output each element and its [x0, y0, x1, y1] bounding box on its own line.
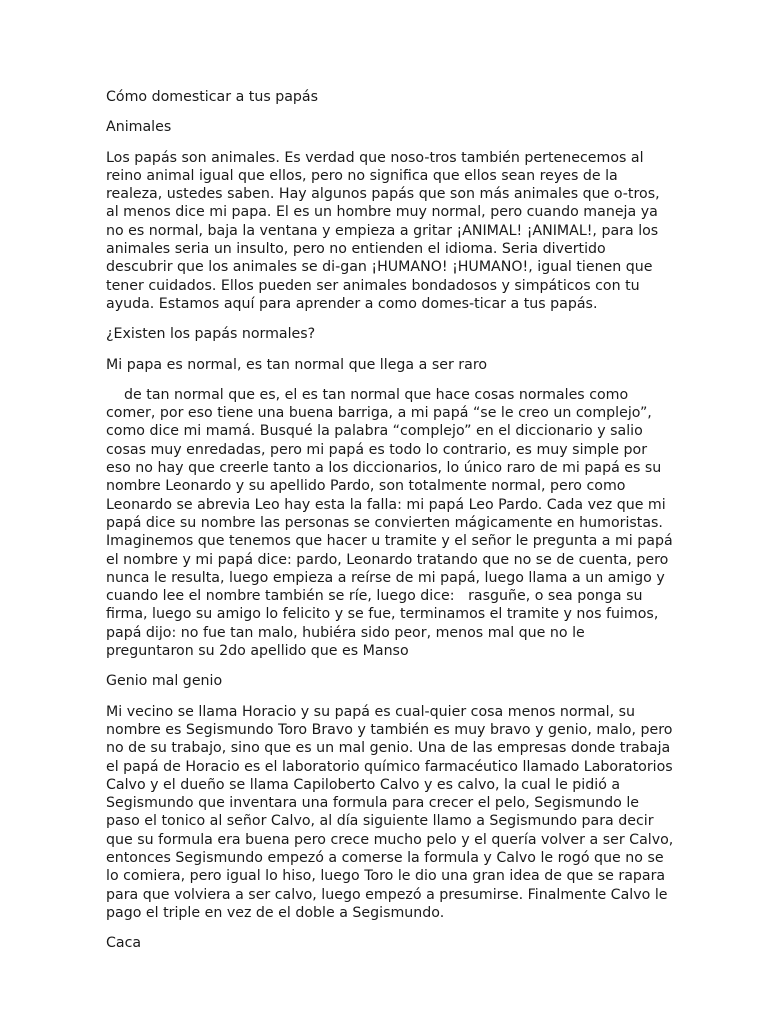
paragraph-line: ayuda. Estamos aquí para aprender a como domes-ticar a tus papás.	[106, 295, 598, 312]
paragraph-line: nombre es Segismundo Toro Bravo y también es muy bravo y genio, malo, pero	[106, 721, 673, 738]
paragraph-line: que su formula era buena pero crece mucho pelo y el quería volver a ser Calvo,	[106, 831, 674, 848]
paragraph-line: eso no hay que creerle tanto a los diccionarios, lo único raro de mi papá es su	[106, 460, 662, 477]
paragraph-line: de tan normal que es, el es tan normal que hace cosas normales como	[106, 386, 629, 403]
paragraph-line: el nombre y mi papá dice: pardo, Leonardo tratando que no se de cuenta, pero	[106, 551, 669, 568]
section-subheading-papa-normal: Mi papa es normal, es tan normal que llega a ser raro	[106, 356, 488, 373]
paragraph-line: paso el tonico al señor Calvo, al día siguiente llamo a Segismundo para decir	[106, 813, 654, 830]
paragraph-papa-normal	[106, 386, 673, 660]
paragraph-line: Segismundo que inventara una formula para crecer el pelo, Segismundo le	[106, 795, 640, 812]
paragraph-line: Leonardo se abrevia Leo hay esta la falla: mi papá Leo Pardo. Cada vez que mi	[106, 496, 666, 513]
paragraph-line: tener cuidados. Ellos pueden ser animales bondadosos y simpáticos con tu	[106, 277, 640, 294]
section-heading-genio: Genio mal genio	[106, 673, 223, 690]
paragraph-line: papá dijo: no fue tan malo, hubiéra sido peor, menos mal que no le	[106, 624, 585, 641]
paragraph-line: cuando lee el nombre también se ríe, luego dice: rasguñe, o sea ponga su	[106, 588, 643, 605]
paragraph-line: realeza, ustedes saben. Hay algunos papás que son más animales que o-tros,	[106, 186, 660, 203]
paragraph-line: el papá de Horacio es el laboratorio químico farmacéutico llamado Laboratorios	[106, 758, 673, 775]
paragraph-line: nombre Leonardo y su apellido Pardo, son totalmente normal, pero como	[106, 478, 626, 495]
paragraph-line: no de su trabajo, sino que es un mal genio. Una de las empresas donde trabaja	[106, 740, 671, 757]
paragraph-line: nunca le resulta, luego empieza a reírse de mi papá, luego llama a un amigo y	[106, 569, 665, 586]
paragraph-line: al menos dice mi papa. El es un hombre muy normal, pero cuando maneja ya	[106, 204, 658, 221]
document-title: Cómo domesticar a tus papás	[106, 89, 319, 105]
document-page	[106, 88, 674, 964]
section-heading-existen: ¿Existen los papás normales?	[106, 326, 316, 343]
paragraph-line: lo comiera, pero igual lo hiso, luego Toro le dio una gran idea de que se rapara	[106, 868, 666, 885]
paragraph-line: descubrir que los animales se di-gan ¡HUMANO! ¡HUMANO!, igual tienen que	[106, 259, 653, 276]
paragraph-line: pago el triple en vez de el doble a Segismundo.	[106, 904, 445, 921]
paragraph-genio	[106, 703, 674, 923]
paragraph-line: como dice mi mamá. Busqué la palabra “complejo” en el diccionario y salio	[106, 423, 643, 440]
paragraph-line: comer, por eso tiene una buena barriga, a mi papá “se le creo un complejo”,	[106, 405, 652, 422]
paragraph-line: reino animal igual que ellos, pero no significa que ellos sean reyes de la	[106, 167, 618, 184]
paragraph-line: papá dice su nombre las personas se convierten mágicamente en humoristas.	[106, 514, 663, 531]
paragraph-line: entonces Segismundo empezó a comerse la formula y Calvo le rogó que no se	[106, 849, 664, 866]
section-heading-animales: Animales	[106, 119, 172, 136]
paragraph-line: animales seria un insulto, pero no entienden el idioma. Seria divertido	[106, 241, 606, 258]
paragraph-line: firma, luego su amigo lo felicito y se fue, terminamos el tramite y nos fuimos,	[106, 606, 659, 623]
paragraph-line: Imaginemos que tenemos que hacer u tramite y el señor le pregunta a mi papá	[106, 533, 673, 550]
paragraph-line: Mi vecino se llama Horacio y su papá es cual-quier cosa menos normal, su	[106, 703, 635, 720]
paragraph-animales	[106, 149, 666, 314]
paragraph-line: Calvo y el dueño se llama Capiloberto Calvo y es calvo, la cual le pidió a	[106, 776, 621, 793]
paragraph-line: cosas muy enredadas, pero mi papá es todo lo contrario, es muy simple por	[106, 441, 648, 458]
paragraph-line: no es normal, baja la ventana y empieza a gritar ¡ANIMAL! ¡ANIMAL!, para los	[106, 222, 659, 239]
paragraph-line: para que volviera a ser calvo, luego empezó a presumirse. Finalmente Calvo le	[106, 886, 668, 903]
paragraph-line: Los papás son animales. Es verdad que noso-tros también pertenecemos al	[106, 149, 644, 166]
paragraph-line: preguntaron su 2do apellido que es Manso	[106, 643, 409, 660]
section-heading-caca: Caca	[106, 935, 142, 952]
